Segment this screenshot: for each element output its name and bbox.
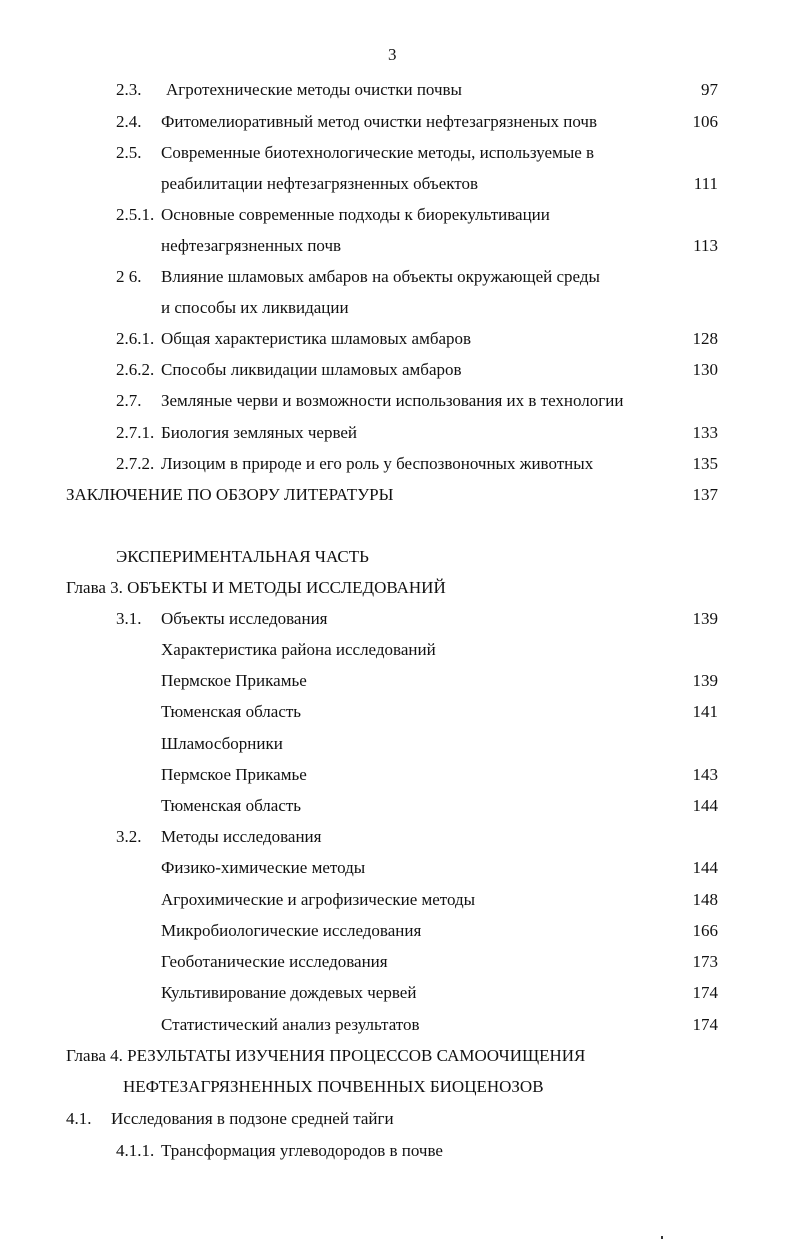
entry-page: 106 [692, 112, 718, 131]
toc-entry [0, 921, 795, 941]
entry-page: 133 [692, 423, 718, 442]
entry-title: Трансформация углеводородов в почве [161, 1141, 443, 1160]
entry-title: Агротехнические методы очистки почвы [166, 80, 462, 99]
entry-number: 3.1. [116, 609, 142, 628]
entry-number: 2.4. [116, 112, 142, 131]
toc-entry [0, 671, 795, 691]
entry-title: Земляные черви и возможности использования их в технологии [161, 391, 624, 410]
entry-title: Характеристика района исследований [161, 640, 436, 659]
entry-title: Исследования в подзоне средней тайги [111, 1109, 394, 1128]
entry-number: 2.3. [116, 80, 142, 99]
toc-entry [0, 267, 795, 287]
toc-entry [0, 329, 795, 349]
entry-page: 166 [692, 921, 718, 940]
entry-title: Тюменская область [161, 796, 302, 815]
entry-title: ЗАКЛЮЧЕНИЕ ПО ОБЗОРУ ЛИТЕРАТУРЫ [66, 485, 394, 504]
toc-entry [0, 80, 795, 100]
page-number: 3 [388, 45, 397, 64]
toc-entry [0, 858, 795, 878]
entry-number: 2.7.1. [116, 423, 155, 442]
entry-number: 3.2. [116, 827, 142, 846]
toc-entry [0, 236, 795, 256]
entry-title: Фитомелиоративный метод очистки нефтезагрязненых почв [161, 112, 597, 131]
entry-title: реабилитации нефтезагрязненных объектов [161, 174, 479, 193]
entry-number: 2.7. [116, 391, 142, 410]
entry-page: 128 [692, 329, 718, 348]
entry-title: Влияние шламовых амбаров на объекты окружающей среды [161, 267, 600, 286]
toc-entry [0, 827, 795, 847]
entry-title: нефтезагрязненных почв [161, 236, 342, 255]
toc-entry [0, 485, 795, 505]
toc-entry [0, 112, 795, 132]
chapter-heading [0, 1046, 795, 1066]
entry-page: 144 [692, 796, 718, 815]
toc-entry [0, 1015, 795, 1035]
entry-title: Тюменская область [161, 702, 302, 721]
entry-page: 148 [692, 890, 718, 909]
toc-entry [0, 890, 795, 910]
toc-entry [0, 734, 795, 754]
section-heading [0, 547, 795, 567]
toc-entry [0, 609, 795, 629]
toc-entry [0, 143, 795, 163]
entry-title: Методы исследования [161, 827, 322, 846]
toc-entry [0, 983, 795, 1003]
entry-number: 2.6.2. [116, 360, 155, 379]
entry-page: 97 [701, 80, 718, 99]
entry-page: 139 [692, 671, 718, 690]
entry-title: Биология земляных червей [161, 423, 358, 442]
toc-entry [0, 174, 795, 194]
toc-entry [0, 391, 795, 411]
entry-page: 111 [693, 174, 718, 193]
entry-page: 143 [692, 765, 718, 784]
toc-entry [0, 298, 795, 318]
entry-title: Пермское Прикамье [161, 765, 307, 784]
toc-entry [0, 765, 795, 785]
scan-speck [661, 1236, 663, 1239]
entry-title: Статистический анализ результатов [161, 1015, 420, 1034]
toc-entry [0, 702, 795, 722]
entry-number: 4.1.1. [116, 1141, 155, 1160]
entry-title: и способы их ликвидации [161, 298, 349, 317]
entry-title: Глава 3. ОБЪЕКТЫ И МЕТОДЫ ИССЛЕДОВАНИЙ [66, 578, 446, 597]
entry-page: 174 [692, 983, 718, 1002]
entry-title: Шламосборники [161, 734, 283, 753]
entry-title: Глава 4. РЕЗУЛЬТАТЫ ИЗУЧЕНИЯ ПРОЦЕССОВ САМООЧИЩЕНИЯ [66, 1046, 586, 1065]
entry-title: Агрохимические и агрофизические методы [161, 890, 476, 909]
entry-title: Лизоцим в природе и его роль у беспозвоночных животных [161, 454, 594, 473]
entry-title: Общая характеристика шламовых амбаров [161, 329, 472, 348]
entry-number: 2.5.1. [116, 205, 155, 224]
entry-page: 139 [692, 609, 718, 628]
entry-title: Объекты исследования [161, 609, 328, 628]
entry-title: Способы ликвидации шламовых амбаров [161, 360, 462, 379]
entry-page: 174 [692, 1015, 718, 1034]
entry-title: ЭКСПЕРИМЕНТАЛЬНАЯ ЧАСТЬ [116, 547, 369, 566]
toc-entry [0, 454, 795, 474]
entry-title: Геоботанические исследования [161, 952, 388, 971]
entry-number: 2.6.1. [116, 329, 155, 348]
entry-page: 141 [692, 702, 718, 721]
toc-entry [0, 205, 795, 225]
entry-title: Пермское Прикамье [161, 671, 307, 690]
entry-title: Культивирование дождевых червей [161, 983, 417, 1002]
entry-page: 135 [692, 454, 718, 473]
entry-page: 144 [692, 858, 718, 877]
entry-title: Микробиологические исследования [161, 921, 422, 940]
entry-page: 130 [692, 360, 718, 379]
entry-number: 2.7.2. [116, 454, 155, 473]
toc-entry [0, 796, 795, 816]
toc-entry [0, 952, 795, 972]
toc-entry [0, 423, 795, 443]
entry-page: 113 [693, 236, 718, 255]
chapter-heading [0, 1077, 795, 1097]
chapter-heading [0, 578, 795, 598]
entry-title: Основные современные подходы к биорекультивации [161, 205, 550, 224]
toc-entry [0, 1141, 795, 1161]
entry-title: Современные биотехнологические методы, используемые в [161, 143, 595, 162]
toc-entry [0, 640, 795, 660]
entry-page: 137 [692, 485, 718, 504]
entry-number: 2 6. [116, 267, 142, 286]
entry-number: 4.1. [66, 1109, 92, 1128]
toc-entry [0, 360, 795, 380]
toc-entry [0, 1109, 795, 1129]
entry-title: Физико-химические методы [161, 858, 366, 877]
entry-page: 173 [692, 952, 718, 971]
entry-number: 2.5. [116, 143, 142, 162]
entry-title: НЕФТЕЗАГРЯЗНЕННЫХ ПОЧВЕННЫХ БИОЦЕНОЗОВ [123, 1077, 544, 1096]
